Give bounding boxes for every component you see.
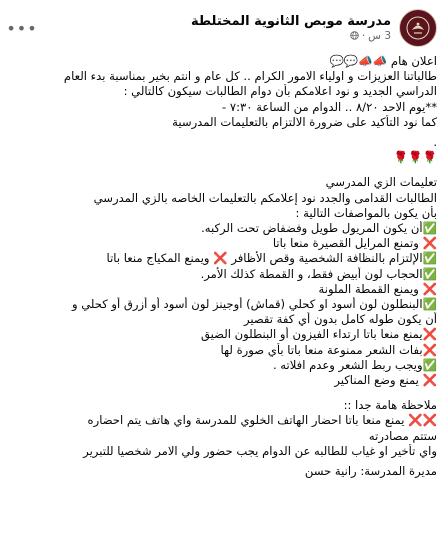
post-line: الدراسي الجديد و نود اعلامكم بأن دوام الطالبات سيكون كالتالي : — [123, 84, 437, 99]
post-line: ملاحظة هامة جدا :: — [343, 398, 437, 413]
more-options-icon[interactable]: ••• — [6, 18, 38, 38]
page-avatar[interactable] — [399, 9, 437, 47]
school-crest-icon — [405, 15, 431, 41]
dot-line: . — [433, 135, 437, 150]
post-line: طالباتنا العزيزات و اولياء الامور الكرام .. كل عام و انتم بخير بمناسبة بدء العام — [63, 69, 437, 84]
post-line: واي تأخير او غياب للطالبه عن الدوام يجب حضور ولي الامر شخصيا للتبرير — [83, 443, 437, 458]
post-meta — [34, 30, 391, 43]
post-line: ❌ يمنع وضع المناكير — [334, 373, 437, 388]
post-line: **يوم الاحد ٨/٢٠ .. الدوام من الساعة ٧:٣٠ - — [222, 99, 437, 114]
post-line: اعلان هام 📣📣💬💬 — [329, 54, 437, 68]
post-line: ❌ ويمنع القمطة الملونة — [318, 281, 437, 296]
post-line: ✅الحجاب لون أبيض فقط، و القمطة كذلك الأمر. — [200, 266, 437, 281]
post-line: تعليمات الزي المدرسي — [325, 175, 437, 190]
post-line: كما نود التأكيد على ضرورة الالتزام بالتعليمات المدرسية — [172, 114, 437, 129]
post-time[interactable]: 3 س — [368, 29, 391, 42]
globe-icon[interactable] — [350, 31, 359, 40]
post-line: ✅الإلتزام بالنظافة الشخصية وقص الأظافر ❌ ويمنع المكياج منعا باتا — [106, 251, 437, 266]
post-header — [0, 0, 447, 48]
post-line: الطالبات القدامى والجدد نود إعلامكم بالتعليمات الخاصه بالزي المدرسي — [93, 190, 437, 205]
signature-line: مديرة المدرسة: رانية حسن — [304, 464, 437, 479]
header-text — [34, 14, 391, 42]
roses-line: 🌹🌹🌹 — [393, 150, 437, 165]
post-line: ✅أن يكون المريول طويل وفضفاض تحت الركبه. — [201, 221, 437, 236]
post-line: ✅ويجب ربط الشعر وعدم افلاته . — [272, 357, 437, 372]
post-line: ستتم مصادرته — [368, 428, 437, 443]
post-line: ❌ وتمنع المرايل القصيرة منعا باتا — [272, 236, 437, 251]
post-body — [0, 48, 447, 479]
post-line: ❌يمنع منعا باتا ارتداء الفيزون أو البنطلون الضيق — [200, 327, 437, 342]
post-line: ✅البنطلون لون أسود او كحلي (قماش) أوجينز لون أسود أو أزرق أو كحلي و — [71, 297, 437, 312]
post-line: بأن يكون بالمواصفات التالية : — [295, 205, 437, 220]
meta-separator: · — [361, 29, 366, 42]
post-line: ❌❌ يمنع منعا باتا احضار الهاتف الخلوي للمدرسة واي هاتف يتم احضاره — [87, 413, 437, 428]
page-name[interactable]: مدرسة موبص الثانوية المختلطة — [190, 13, 391, 29]
post-line: أن يكون طوله كامل بدون أي كفة تقصير — [243, 312, 437, 327]
post-line: ❌بفات الشعر ممنوعة منعا باتا بأي صورة لها — [220, 342, 437, 357]
